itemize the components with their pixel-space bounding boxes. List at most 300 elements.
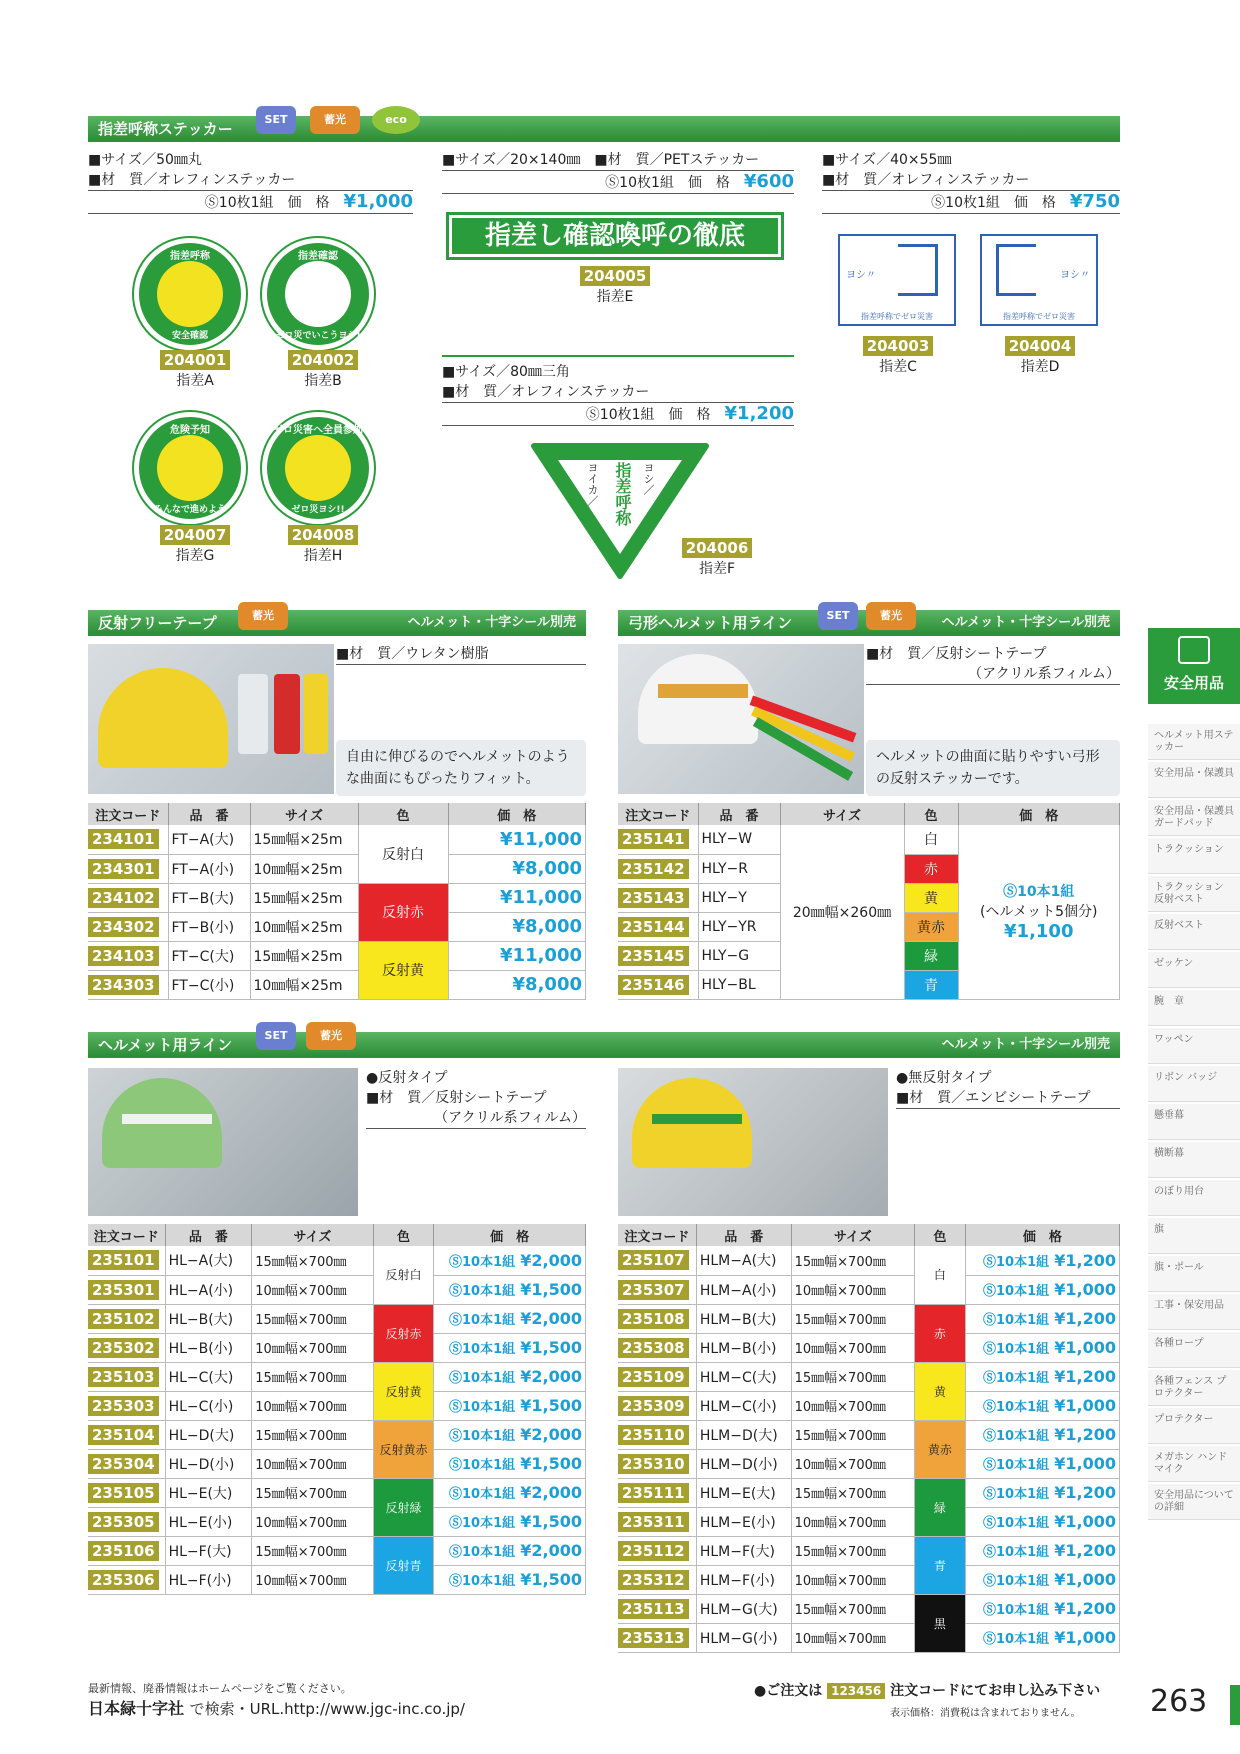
size: 10㎜幅×700㎜ (252, 1275, 373, 1304)
sidebar-category[interactable] (1148, 628, 1240, 704)
unit: Ⓢ10本1組 (449, 1284, 516, 1299)
price-label: 価 格 (287, 195, 330, 211)
order-code: 235113 (618, 1599, 689, 1619)
price-cell (434, 1507, 586, 1536)
part-no: HLM−D(大) (696, 1420, 791, 1449)
sidebar-item[interactable]: 各種ロープ (1148, 1332, 1240, 1368)
table-row (618, 1594, 1120, 1623)
item-name: 指差H (303, 548, 343, 564)
order-code: 235106 (88, 1541, 159, 1561)
price-cell (965, 1449, 1119, 1478)
part-no: HLM−B(大) (696, 1304, 791, 1333)
color-cell: 白 (904, 825, 958, 854)
price-cell (965, 1536, 1119, 1565)
unit: Ⓢ10枚1組 (605, 175, 674, 191)
order-code: 235146 (618, 975, 689, 995)
col-header: サイズ (791, 1224, 914, 1246)
size: 15㎜幅×700㎜ (252, 1304, 373, 1333)
order-code: 235306 (88, 1570, 159, 1590)
order-text: 注文コードにてお申し込み下さい (890, 1683, 1101, 1699)
sticker-e-image (446, 212, 784, 260)
product-photo (88, 644, 334, 794)
sidebar-item[interactable]: のぼり用台 (1148, 1180, 1240, 1216)
table-row (88, 912, 586, 941)
table-row (88, 970, 586, 999)
part-no: HLM−E(大) (696, 1478, 791, 1507)
order-code: 235107 (618, 1250, 689, 1270)
color-cell: 反射赤 (373, 1304, 434, 1362)
unit: Ⓢ10本1組 (449, 1400, 516, 1415)
price: ¥1,200 (1054, 1599, 1116, 1618)
sidebar-item[interactable]: 懸垂幕 (1148, 1104, 1240, 1140)
part-no: HL−E(大) (165, 1478, 252, 1507)
order-code: 235304 (88, 1454, 159, 1474)
size: 15㎜幅×700㎜ (252, 1362, 373, 1391)
sidebar-nav (1148, 724, 1240, 1522)
order-code: 234102 (88, 888, 159, 908)
section-title: 弓形ヘルメット用ライン (628, 614, 793, 632)
part-no: FT−A(小) (168, 854, 250, 883)
order-code: 235112 (618, 1541, 689, 1561)
part-no: HLY−R (698, 854, 780, 883)
sidebar-item[interactable]: 反射ベスト (1148, 914, 1240, 950)
order-code: 204003 (863, 336, 934, 356)
item-name: 指差A (176, 373, 214, 389)
part-no: FT−B(大) (168, 883, 250, 912)
color-cell: 反射赤 (358, 883, 448, 941)
section-title: 反射フリーテープ (98, 614, 217, 632)
table-row (618, 1246, 1120, 1275)
col-header: 品 番 (696, 1224, 791, 1246)
color-cell: 黄 (915, 1362, 966, 1420)
part-no: HLM−F(小) (696, 1565, 791, 1594)
order-code: 235141 (618, 829, 689, 849)
size: 15㎜幅×700㎜ (791, 1304, 914, 1333)
color-cell: 赤 (904, 854, 958, 883)
sidebar-item[interactable]: トラクッション (1148, 838, 1240, 874)
desc-box: ヘルメットの曲面に貼りやすい弓形の反射ステッカーです。 (866, 740, 1120, 796)
part-no: HLM−C(小) (696, 1391, 791, 1420)
price: ¥1,500 (520, 1512, 582, 1531)
color-cell: 青 (904, 970, 958, 999)
color-cell: 緑 (904, 941, 958, 970)
sidebar-item[interactable]: 安全用品についての詳細 (1148, 1484, 1240, 1520)
unit: Ⓢ10枚1組 (585, 407, 655, 423)
price-cell (434, 1304, 586, 1333)
table-row (618, 1304, 1120, 1333)
price: ¥2,000 (520, 1367, 582, 1386)
price-cell (965, 1333, 1119, 1362)
color-cell: 反射黄赤 (373, 1420, 434, 1478)
size: 15㎜幅×700㎜ (791, 1246, 914, 1275)
order-code: 204001 (160, 350, 231, 370)
sidebar-item[interactable]: トラクッション 反射ベスト (1148, 876, 1240, 912)
color-cell: 反射白 (373, 1246, 434, 1304)
item-name: 指差F (698, 561, 736, 577)
price-cell (434, 1333, 586, 1362)
unit: Ⓢ10本1組 (983, 1284, 1050, 1299)
spec-size-a: ■サイズ／50㎜丸 (88, 152, 202, 168)
unit: Ⓢ10枚1組 (204, 195, 274, 211)
price: ¥1,000 (1054, 1280, 1116, 1299)
part-no: HLY−YR (698, 912, 780, 941)
col-header: 価 格 (448, 803, 586, 825)
spec-mat: ■材 質／ウレタン樹脂 (336, 644, 586, 665)
sidebar-item[interactable]: 横断幕 (1148, 1142, 1240, 1178)
order-code-sample: 123456 (827, 1683, 885, 1699)
item-name: 指差B (304, 373, 342, 389)
sticker-d-image (980, 234, 1098, 326)
sidebar-title: 安全用品 (1163, 674, 1224, 692)
color-cell: 黄赤 (904, 912, 958, 941)
spec-mat-2: （アクリル系フィルム） (366, 1108, 586, 1129)
order-code: 235307 (618, 1280, 689, 1300)
sticker-h-image (262, 412, 374, 524)
spec-mat-2: （アクリル系フィルム） (866, 664, 1120, 685)
order-code: 204005 (580, 266, 651, 286)
sticker-top-text: 指差呼称 (170, 251, 210, 262)
price-cell (434, 1478, 586, 1507)
size: 10㎜幅×25m (250, 854, 358, 883)
table-row (88, 1391, 586, 1420)
price: ¥2,000 (520, 1309, 582, 1328)
item-204005 (560, 266, 670, 306)
price-cell (434, 1449, 586, 1478)
price-cell (965, 1304, 1119, 1333)
price-cell (965, 1362, 1119, 1391)
price-cell (965, 1420, 1119, 1449)
size: 10㎜幅×700㎜ (252, 1333, 373, 1362)
price: ¥1,000 (1054, 1396, 1116, 1415)
part-no: HL−F(小) (165, 1565, 252, 1594)
part-no: HL−B(大) (165, 1304, 252, 1333)
sticker-top-text: 指差確認 (298, 251, 338, 262)
price-label: 価 格 (687, 175, 730, 191)
price: ¥1,000 (1054, 1512, 1116, 1531)
part-no: HLM−B(小) (696, 1333, 791, 1362)
order-code: 235102 (88, 1309, 159, 1329)
sidebar-item[interactable]: 安全用品・保護具 (1148, 762, 1240, 798)
price-cell (965, 1594, 1119, 1623)
unit: Ⓢ10本1組 (983, 1254, 1050, 1270)
table-row (618, 1507, 1120, 1536)
part-no: HLM−C(大) (696, 1362, 791, 1391)
color-cell: 青 (915, 1536, 966, 1594)
price-cell (434, 1420, 586, 1449)
sidebar-item[interactable]: 安全用品・保護具 ガードパッド (1148, 800, 1240, 836)
order-code: 234302 (88, 917, 159, 937)
size: 15㎜幅×25m (250, 941, 358, 970)
order-code: 235145 (618, 946, 689, 966)
order-code: 235309 (618, 1396, 689, 1416)
size: 15㎜幅×700㎜ (252, 1478, 373, 1507)
size: 10㎜幅×700㎜ (791, 1623, 914, 1652)
table-row (88, 1362, 586, 1391)
size: ■サイズ／20×140㎜ (442, 152, 581, 168)
spec-mat-f: ■材 質／オレフィンステッカー (442, 382, 794, 403)
col-header: 色 (904, 803, 958, 825)
size: 15㎜幅×700㎜ (791, 1362, 914, 1391)
order-code: 235104 (88, 1425, 159, 1445)
price: ¥8,000 (448, 854, 586, 883)
unit: Ⓢ10本1組 (983, 1371, 1050, 1386)
section-header-helmet-line (88, 1032, 1120, 1058)
price-label: 価 格 (1013, 195, 1056, 211)
section-note: ヘルメット・十字シール別売 (407, 615, 576, 630)
size: 15㎜幅×700㎜ (791, 1594, 914, 1623)
price: ¥1,200 (1054, 1425, 1116, 1444)
unit: Ⓢ10本1組 (449, 1429, 516, 1444)
item-204003 (850, 336, 946, 376)
sticker-f-right: ヨシ／ (642, 462, 655, 495)
first-aid-icon (1178, 636, 1210, 664)
table-row (618, 1391, 1120, 1420)
unit: Ⓢ10本1組 (449, 1342, 516, 1357)
col-header: 注文コード (88, 803, 168, 825)
unit-note: (ヘルメット5個分) (980, 904, 1098, 921)
sidebar-item[interactable]: 腕 章 (1148, 990, 1240, 1026)
section-header-reflect-tape (88, 610, 586, 636)
luminous-badge: 蓄光 (866, 602, 916, 630)
item-name: 指差E (596, 289, 634, 305)
order-code: 235303 (88, 1396, 159, 1416)
sidebar-item[interactable]: リボン バッジ (1148, 1066, 1240, 1102)
part-no: HLY−G (698, 941, 780, 970)
part-no: FT−C(小) (168, 970, 250, 999)
size: 15㎜幅×25m (250, 825, 358, 854)
table-row (618, 1536, 1120, 1565)
table-row (88, 1420, 586, 1449)
size: 10㎜幅×25m (250, 912, 358, 941)
section-note: ヘルメット・十字シール別売 (941, 615, 1110, 630)
part-no: HL−B(小) (165, 1333, 252, 1362)
price-cell (434, 1536, 586, 1565)
product-photo (618, 1068, 888, 1216)
unit: Ⓢ10本1組 (449, 1371, 516, 1386)
item-204004 (992, 336, 1088, 376)
size: 10㎜幅×700㎜ (252, 1507, 373, 1536)
sticker-bottom-text: みんなで進めよう (153, 505, 226, 515)
col-header: サイズ (252, 1224, 373, 1246)
unit: Ⓢ10本1組 (983, 1516, 1050, 1531)
unit: Ⓢ10本1組 (983, 1458, 1050, 1473)
item-204007 (134, 525, 256, 565)
order-code: 235302 (88, 1338, 159, 1358)
size: 10㎜幅×700㎜ (791, 1275, 914, 1304)
price-row-cd (822, 192, 1120, 214)
price: ¥1,000 (1054, 1570, 1116, 1589)
color-cell: 反射白 (358, 825, 448, 883)
size: 15㎜幅×700㎜ (791, 1536, 914, 1565)
sidebar-item[interactable]: 工事・保安用品 (1148, 1294, 1240, 1330)
item-204008 (262, 525, 384, 565)
size: 15㎜幅×700㎜ (252, 1536, 373, 1565)
price: ¥1,200 (1054, 1483, 1116, 1502)
order-code: 234303 (88, 975, 159, 995)
part-no: HL−C(大) (165, 1362, 252, 1391)
color-cell: 緑 (915, 1478, 966, 1536)
color-cell: 黒 (915, 1594, 966, 1652)
price: ¥1,500 (520, 1396, 582, 1415)
footer-url[interactable]: で検索・URL.http://www.jgc-inc.co.jp/ (189, 1700, 465, 1718)
sticker-bottom-text: ゼロ災でいこうヨシ! (275, 331, 361, 341)
part-no: FT−B(小) (168, 912, 250, 941)
unit: Ⓢ10本1組 (983, 1487, 1050, 1502)
price: ¥600 (743, 171, 794, 192)
part-no: HLY−Y (698, 883, 780, 912)
section-note: ヘルメット・十字シール別売 (941, 1037, 1110, 1052)
col-header: 品 番 (698, 803, 780, 825)
section-title: ヘルメット用ライン (98, 1036, 233, 1054)
part-no: FT−C(大) (168, 941, 250, 970)
price: ¥1,500 (520, 1570, 582, 1589)
sidebar-item[interactable]: プロテクター (1148, 1408, 1240, 1444)
material: ■材 質／PETステッカー (594, 152, 760, 168)
table-arc-line (618, 803, 1120, 1000)
col-header: サイズ (250, 803, 358, 825)
sticker-text: ヨシ〃 (1060, 270, 1090, 281)
size: 20㎜幅×260㎜ (780, 825, 904, 999)
set-badge: SET (256, 1022, 296, 1050)
sticker-f-text: 指差呼称 (613, 462, 632, 526)
order-code: 235103 (88, 1367, 159, 1387)
order-code: 235312 (618, 1570, 689, 1590)
color-cell: 黄 (904, 883, 958, 912)
item-204006 (672, 538, 762, 578)
spec-size-e (442, 150, 794, 171)
sidebar-item[interactable]: 各種フェンス プロテクター (1148, 1370, 1240, 1406)
unit: Ⓢ10本1組 (449, 1313, 516, 1328)
unit: Ⓢ10本1組 (449, 1254, 516, 1270)
sidebar-item[interactable]: メガホン ハンドマイク (1148, 1446, 1240, 1482)
sidebar-item[interactable]: ワッペン (1148, 1028, 1240, 1064)
unit: Ⓢ10本1組 (983, 1429, 1050, 1444)
table-row (88, 825, 586, 854)
sidebar-item[interactable]: ヘルメット用ステッカー (1148, 724, 1240, 760)
table-row (88, 1246, 586, 1275)
price: ¥8,000 (448, 970, 586, 999)
price: ¥1,000 (1054, 1338, 1116, 1357)
table-nonreflect-line (618, 1224, 1120, 1653)
sticker-text: 指差呼称でゼロ災害 (861, 312, 933, 321)
col-header: サイズ (780, 803, 904, 825)
price-cell (965, 1275, 1119, 1304)
price-cell (965, 1246, 1119, 1275)
price: ¥11,000 (448, 883, 586, 912)
price-row-a (88, 192, 413, 214)
sidebar-item[interactable]: 旗・ポール (1148, 1256, 1240, 1292)
order-code: 235313 (618, 1628, 689, 1648)
part-no: HLY−W (698, 825, 780, 854)
unit: Ⓢ10本1組 (449, 1516, 516, 1531)
page-number: 263 (1150, 1684, 1208, 1719)
price-cell (965, 1507, 1119, 1536)
sticker-top-text: ゼロ災害へ全員参加 (273, 425, 363, 436)
size: 10㎜幅×25m (250, 970, 358, 999)
sticker-c-image (838, 234, 956, 326)
table-row (618, 1449, 1120, 1478)
part-no: HLM−F(大) (696, 1536, 791, 1565)
unit: Ⓢ10本1組 (449, 1487, 516, 1502)
order-code: 234103 (88, 946, 159, 966)
price: ¥750 (1069, 191, 1120, 212)
order-code: 235109 (618, 1367, 689, 1387)
price: ¥1,500 (520, 1338, 582, 1357)
table-reflect-tape (88, 803, 586, 1000)
unit: Ⓢ10本1組 (1003, 884, 1075, 901)
section-header-sticker (88, 116, 1120, 142)
table-row (618, 1362, 1120, 1391)
size: 10㎜幅×700㎜ (252, 1391, 373, 1420)
sidebar-item[interactable]: 旗 (1148, 1218, 1240, 1254)
unit: Ⓢ10本1組 (983, 1574, 1050, 1589)
tax-note: 表示価格：消費税は含まれておりません。 (890, 1708, 1081, 1719)
color-cell: 白 (915, 1246, 966, 1304)
order-code: 235142 (618, 859, 689, 879)
price-cell (434, 1362, 586, 1391)
sticker-text: 指差呼称でゼロ災害 (1003, 312, 1075, 321)
brand-name: 日本緑十字社 (88, 1699, 185, 1718)
table-row (88, 1304, 586, 1333)
table-row (88, 1449, 586, 1478)
item-204001 (134, 350, 256, 390)
order-code: 204004 (1005, 336, 1076, 356)
table-row (618, 1333, 1120, 1362)
price-cell (965, 1623, 1119, 1652)
spec-mat-cd: ■材 質／オレフィンステッカー (822, 170, 1120, 191)
col-header: 価 格 (434, 1224, 586, 1246)
price-row-e (442, 172, 794, 194)
order-code: 204007 (160, 525, 231, 545)
unit: Ⓢ10本1組 (983, 1400, 1050, 1415)
price: ¥1,500 (520, 1280, 582, 1299)
color-cell: 赤 (915, 1304, 966, 1362)
part-no: HLM−A(大) (696, 1246, 791, 1275)
sidebar-item[interactable]: ゼッケン (1148, 952, 1240, 988)
part-no: HL−E(小) (165, 1507, 252, 1536)
sticker-f-left: ヨイカ／ (586, 462, 599, 506)
order-code: 235305 (88, 1512, 159, 1532)
table-row (88, 854, 586, 883)
part-no: HLM−E(小) (696, 1507, 791, 1536)
sticker-text: ヨシ〃 (846, 270, 876, 281)
col-header: 注文コード (618, 1224, 696, 1246)
color-cell: 黄赤 (915, 1420, 966, 1478)
table-row (618, 1623, 1120, 1652)
unit: Ⓢ10本1組 (449, 1545, 516, 1560)
spec-size-f: ■サイズ／80㎜三角 (442, 364, 570, 380)
page-edge-bar (1230, 1685, 1240, 1725)
col-header: 色 (915, 1224, 966, 1246)
spec-mat-a: ■材 質／オレフィンステッカー (88, 170, 413, 191)
size: 15㎜幅×700㎜ (252, 1420, 373, 1449)
order-code: 204006 (682, 538, 753, 558)
table-row (618, 825, 1120, 854)
order-code: 235308 (618, 1338, 689, 1358)
sticker-e-text: 指差し確認喚呼の徹底 (452, 218, 778, 254)
order-code: 234101 (88, 829, 159, 849)
size: 10㎜幅×700㎜ (791, 1449, 914, 1478)
price: ¥1,200 (1054, 1309, 1116, 1328)
table-row (88, 1478, 586, 1507)
spec-mat: ■材 質／反射シートテープ (866, 646, 1047, 662)
unit: Ⓢ10本1組 (983, 1313, 1050, 1328)
size: 15㎜幅×700㎜ (791, 1478, 914, 1507)
order-code: 235143 (618, 888, 689, 908)
sticker-a-image (134, 238, 246, 350)
item-name: 指差G (175, 548, 215, 564)
unit: Ⓢ10本1組 (983, 1545, 1050, 1560)
